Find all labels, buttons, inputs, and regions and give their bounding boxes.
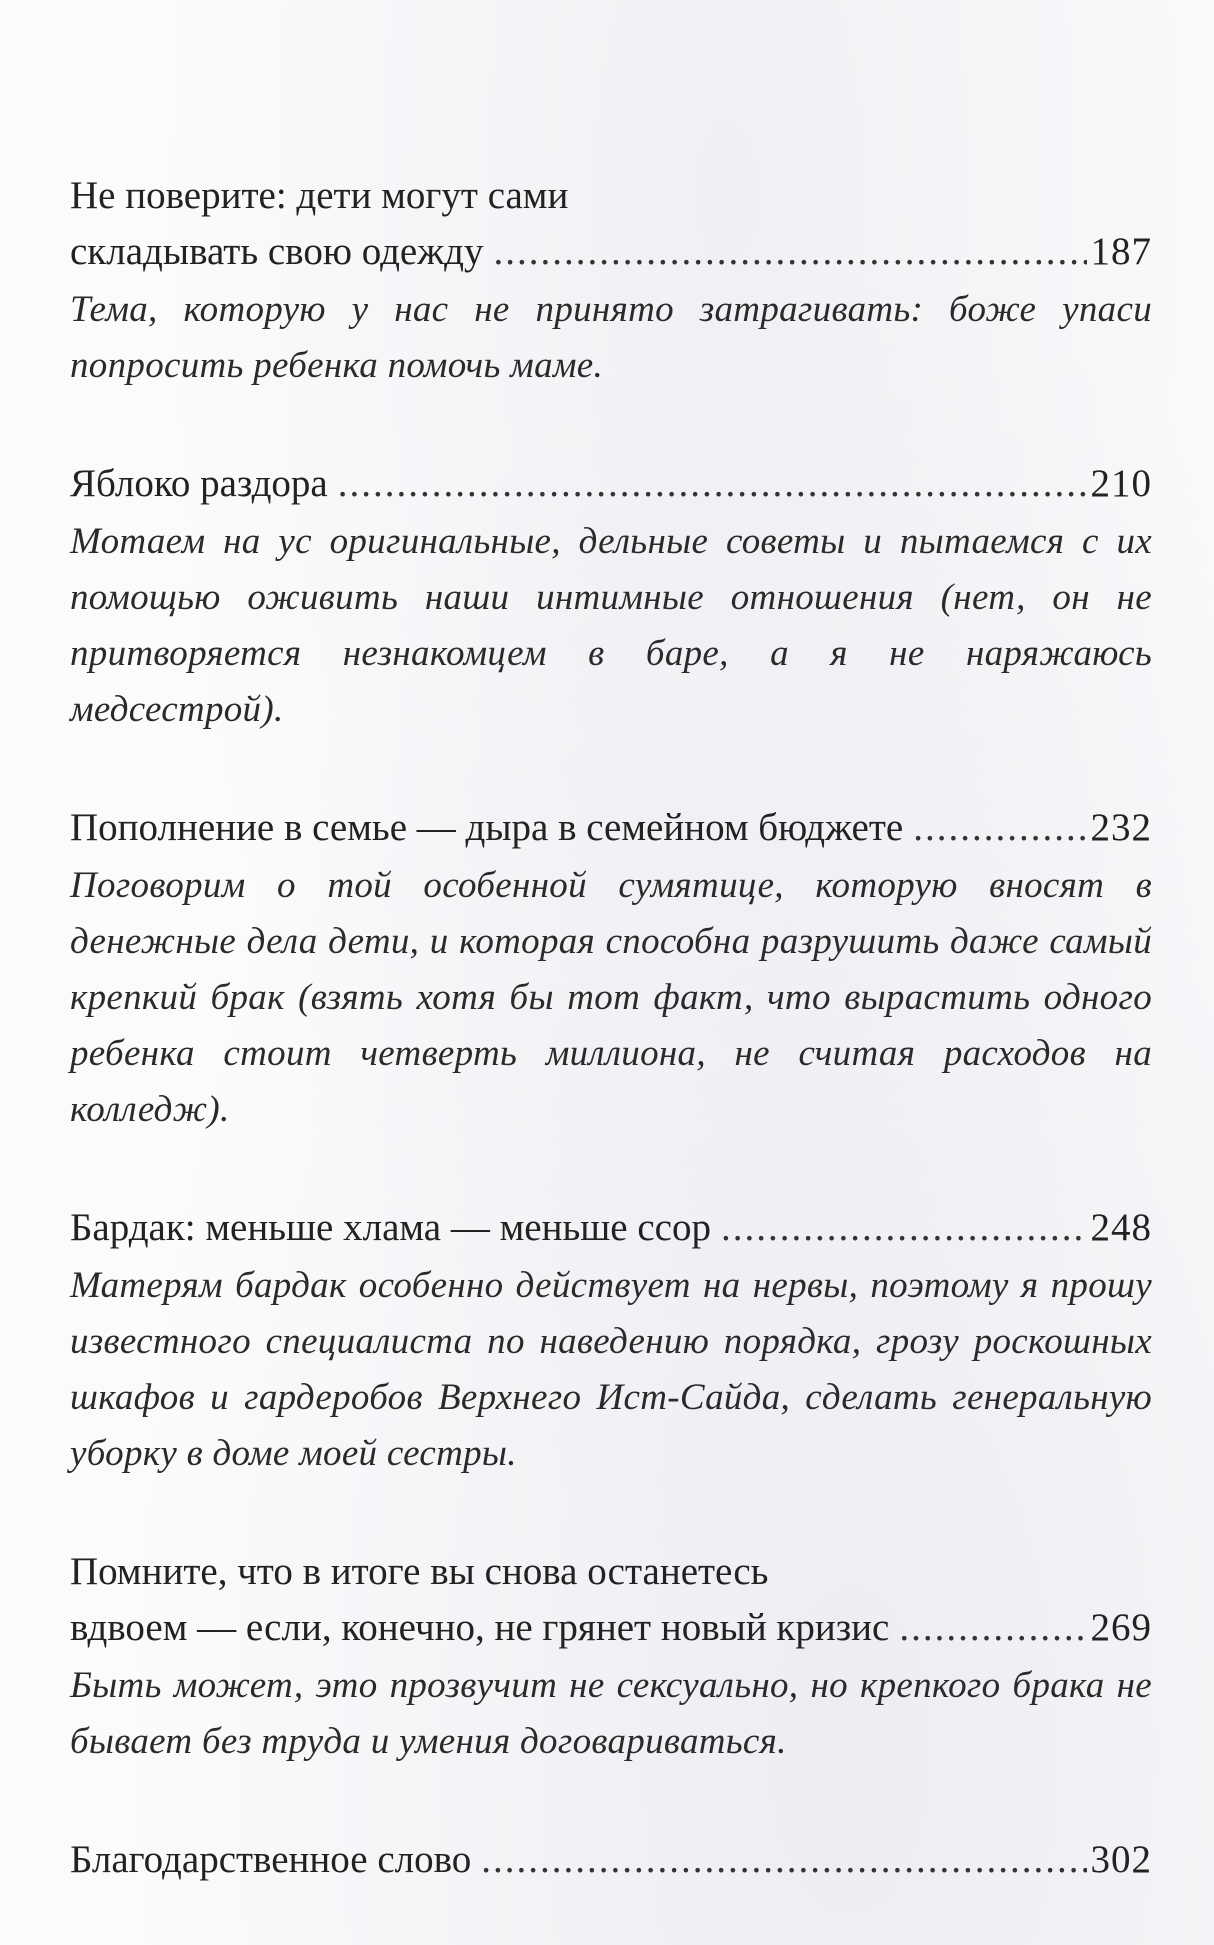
page-number: 210 — [1090, 462, 1152, 505]
dot-leader — [913, 800, 1086, 856]
entry-title: складывать свою одежду — [70, 230, 484, 273]
dot-leader — [338, 456, 1087, 512]
dot-leader — [721, 1200, 1087, 1256]
entry-title: Благодарственное слово — [70, 1838, 472, 1881]
entry-title-row — [70, 800, 1152, 856]
entry-title: Бардак: меньше хлама — меньше ссор — [70, 1206, 711, 1249]
entry-description: Поговорим о той особенной сумятице, которую вносят в денежные дела дети, и которая способна разрушить даже самый крепкий брак (взять хотя бы тот факт, что вырастить одного ребенка стоит четверть миллиона, не считая расходов на колледж). — [70, 865, 1152, 1130]
dot-leader — [494, 224, 1087, 280]
page-number: 232 — [1090, 806, 1152, 849]
entry-title-row — [70, 224, 1152, 280]
entry-title-row — [70, 1600, 1152, 1656]
entry-title: Пополнение в семье — дыра в семейном бюджете — [70, 806, 904, 849]
entry-description: Матерям бардак особенно действует на нервы, поэтому я прошу известного специалиста по наведению порядка, грозу роскошных шкафов и гардеробов Верхнего Ист-Сайда, сделать генеральную уборку в доме моей сестры. — [70, 1265, 1152, 1474]
entry-title-row — [70, 456, 1152, 512]
dot-leader — [481, 1832, 1086, 1888]
toc-entry[interactable] — [70, 1832, 1152, 1888]
entry-title-line: Помните, что в итоге вы снова останетесь — [70, 1550, 769, 1593]
toc-entry[interactable] — [70, 800, 1152, 1138]
dot-leader — [899, 1600, 1086, 1656]
entry-title: вдвоем — если, конечно, не грянет новый кризис — [70, 1606, 890, 1649]
toc-entry[interactable] — [70, 168, 1152, 394]
toc-entry[interactable] — [70, 1200, 1152, 1482]
toc-entry[interactable] — [70, 1544, 1152, 1770]
entry-description: Тема, которую у нас не принято затрагивать: боже упаси попросить ребенка помочь маме. — [70, 289, 1152, 386]
entry-description: Мотаем на ус оригинальные, дельные советы и пытаемся с их помощью оживить наши интимные отношения (нет, он не притворяется незнакомцем в баре, а я не наряжаюсь медсестрой). — [70, 521, 1152, 730]
entry-title-row — [70, 1200, 1152, 1256]
entry-description: Быть может, это прозвучит не сексуально, но крепкого брака не бывает без труда и умения договариваться. — [70, 1665, 1152, 1762]
entry-title: Яблоко раздора — [70, 462, 328, 505]
page-number: 187 — [1090, 230, 1152, 273]
toc-entry[interactable] — [70, 456, 1152, 738]
page-number: 269 — [1090, 1606, 1152, 1649]
page-number: 248 — [1090, 1206, 1152, 1249]
entry-title-row — [70, 1832, 1152, 1888]
entry-title-line: Не поверите: дети могут сами — [70, 174, 569, 217]
page-number: 302 — [1090, 1838, 1152, 1881]
